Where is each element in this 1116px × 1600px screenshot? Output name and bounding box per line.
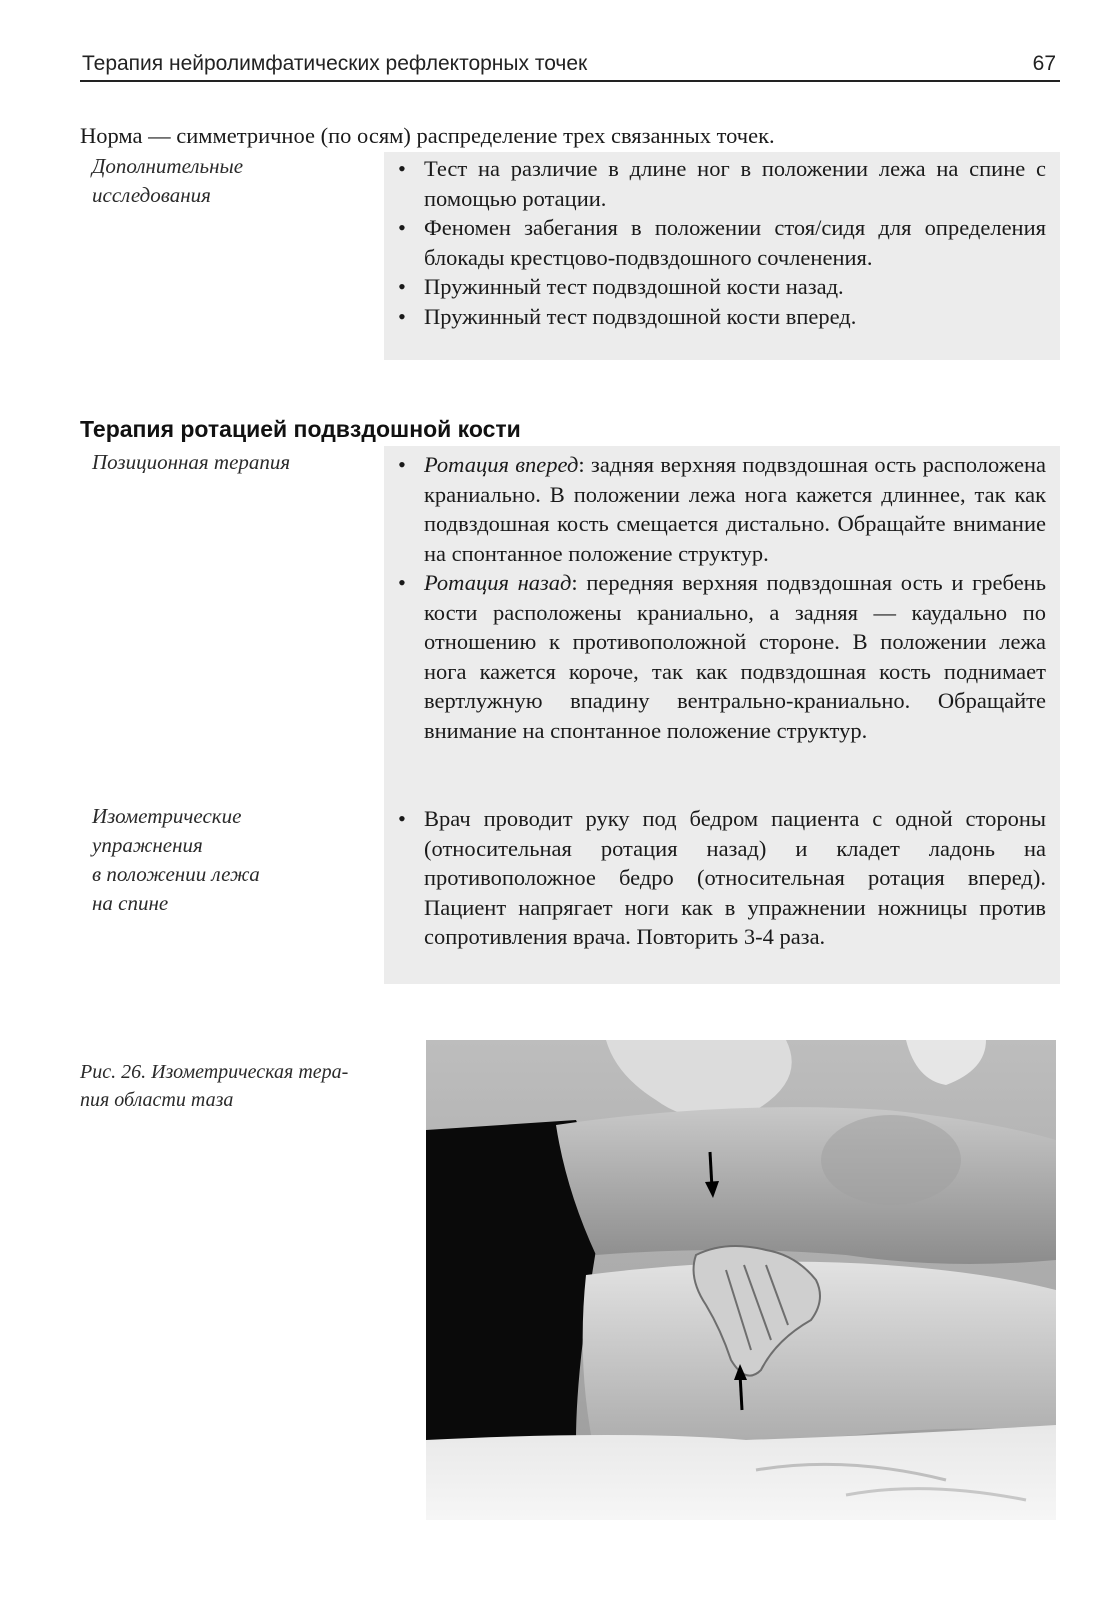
isometric-label-line: в положении лежа [92, 862, 260, 886]
list-item [390, 568, 1046, 745]
list-item: • Тест на различие в длине ног в положении лежа на спине с помощью ротации. [390, 154, 1046, 213]
item-text: : передняя верхняя подвздошная ость и гребень кости расположены краниально, а задняя — каудально по отношению к противоположной стороне. В положении лежа нога кажется короче, так как подвздошная кость поднимает вертлужную впадину вентрально-краниально. Обращайте внимание на спонтанное положение структур. [424, 570, 1046, 743]
section-title: Терапия ротацией подвздошной кости [80, 416, 521, 442]
additional-label-line: исследования [92, 183, 211, 207]
positional-label: Позиционная терапия [92, 450, 291, 474]
additional-label [92, 152, 372, 210]
norm-sentence: Норма — симметричное (по осям) распределение трех связанных точек. [80, 123, 775, 148]
additional-label-line: Дополнительные [92, 154, 244, 178]
isometric-label [92, 802, 372, 918]
page-number: 67 [1032, 52, 1056, 75]
isometric-label-line: на спине [92, 891, 169, 915]
isometric-label-line: Изометрические [92, 804, 242, 828]
list-item: • Феномен забегания в положении стоя/сидя для определения блокады крестцово-подвздошного сочленения. [390, 213, 1046, 272]
list-item: • Врач проводит руку под бедром пациента с одной стороны (относительная ротация назад) и кладет ладонь на противоположное бедро (относительная ротация вперед). Пациент напрягает ноги как в упражнении ножницы против сопротивления врача. Повторить 3-4 раза. [390, 804, 1046, 952]
list-item: • Пружинный тест подвздошной кости назад. [390, 272, 1046, 302]
isometric-label-line: упражнения [92, 833, 203, 857]
additional-list [390, 154, 1046, 331]
isometric-list [390, 804, 1046, 952]
item-lead: Ротация вперед [424, 452, 579, 477]
item-text: : задняя верхняя подвздошная ость расположена краниально. В положении лежа нога кажется длиннее, так как подвздошная кость смещается дистально. Обращайте внимание на спонтанное положение структур. [424, 452, 1046, 566]
figure-caption [80, 1058, 400, 1114]
caption-line: Рис. 26. Изометрическая тера- [80, 1061, 349, 1083]
photo-illustration [426, 1040, 1056, 1520]
page-header [80, 44, 1060, 82]
item-lead: Ротация назад [424, 570, 572, 595]
running-title: Терапия нейролимфатических рефлекторных точек [82, 52, 588, 75]
list-item [390, 450, 1046, 568]
figure-photo [426, 1040, 1056, 1520]
list-item: • Пружинный тест подвздошной кости вперед. [390, 302, 1046, 332]
caption-line: пия области таза [80, 1089, 234, 1111]
positional-list [390, 450, 1046, 745]
